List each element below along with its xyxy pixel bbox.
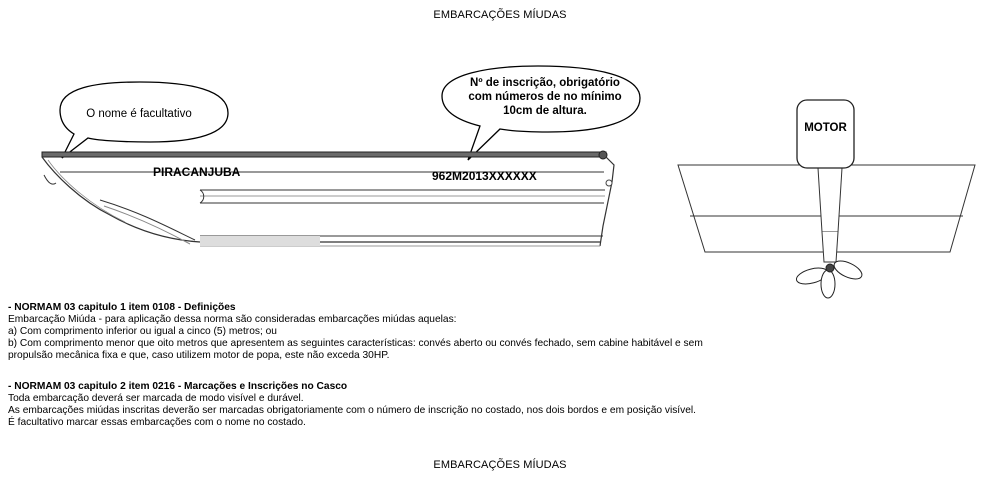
boat-side-view: [42, 151, 614, 246]
section-line: Toda embarcação deverá ser marcada de modo visível e durável.: [8, 392, 304, 404]
section-line: É facultativo marcar essas embarcações com o nome no costado.: [8, 416, 306, 428]
motor-icon: [797, 100, 854, 168]
section-line: Embarcação Miúda - para aplicação dessa norma são consideradas embarcações miúdas aquelas:: [8, 313, 457, 325]
page-footer-title: EMBARCAÇÕES MÍUDAS: [433, 459, 567, 471]
section-line: propulsão mecânica fixa e que, caso utilizem motor de popa, este não exceda 30HP.: [8, 349, 390, 361]
propeller-icon: [795, 257, 865, 298]
boat-name-label: PIRACANJUBA: [153, 165, 241, 179]
name-callout-text: O nome é facultativo: [86, 108, 192, 120]
registration-callout-line: Nº de inscrição, obrigatório: [470, 77, 620, 89]
section-line: a) Com comprimento inferior ou igual a cinco (5) metros; ou: [8, 325, 277, 337]
boat-registration-label: 962M2013XXXXXX: [432, 169, 537, 183]
page-title: EMBARCAÇÕES MÍUDAS: [433, 9, 567, 21]
section-line: As embarcações miúdas inscritas deverão ser marcadas obrigatoriamente com o número de inscrição no costado, nos dois bordos e em posição visível.: [8, 404, 696, 416]
markings-section: [8, 381, 988, 429]
registration-callout-line: 10cm de altura.: [503, 105, 587, 117]
registration-callout: [442, 66, 640, 160]
section-line: b) Com comprimento menor que oito metros que apresentem as seguintes características: convés aberto ou convés fechado, sem cabine habitável e sem: [8, 337, 703, 349]
section-heading: - NORMAM 03 capitulo 2 item 0216 - Marcações e Inscrições no Casco: [8, 381, 348, 392]
name-callout: [60, 82, 228, 158]
motor-label: MOTOR: [804, 122, 847, 134]
definitions-section: [8, 302, 988, 362]
section-heading: - NORMAM 03 capitulo 1 item 0108 - Definições: [8, 302, 236, 313]
registration-callout-line: com números de no mínimo: [468, 91, 622, 103]
